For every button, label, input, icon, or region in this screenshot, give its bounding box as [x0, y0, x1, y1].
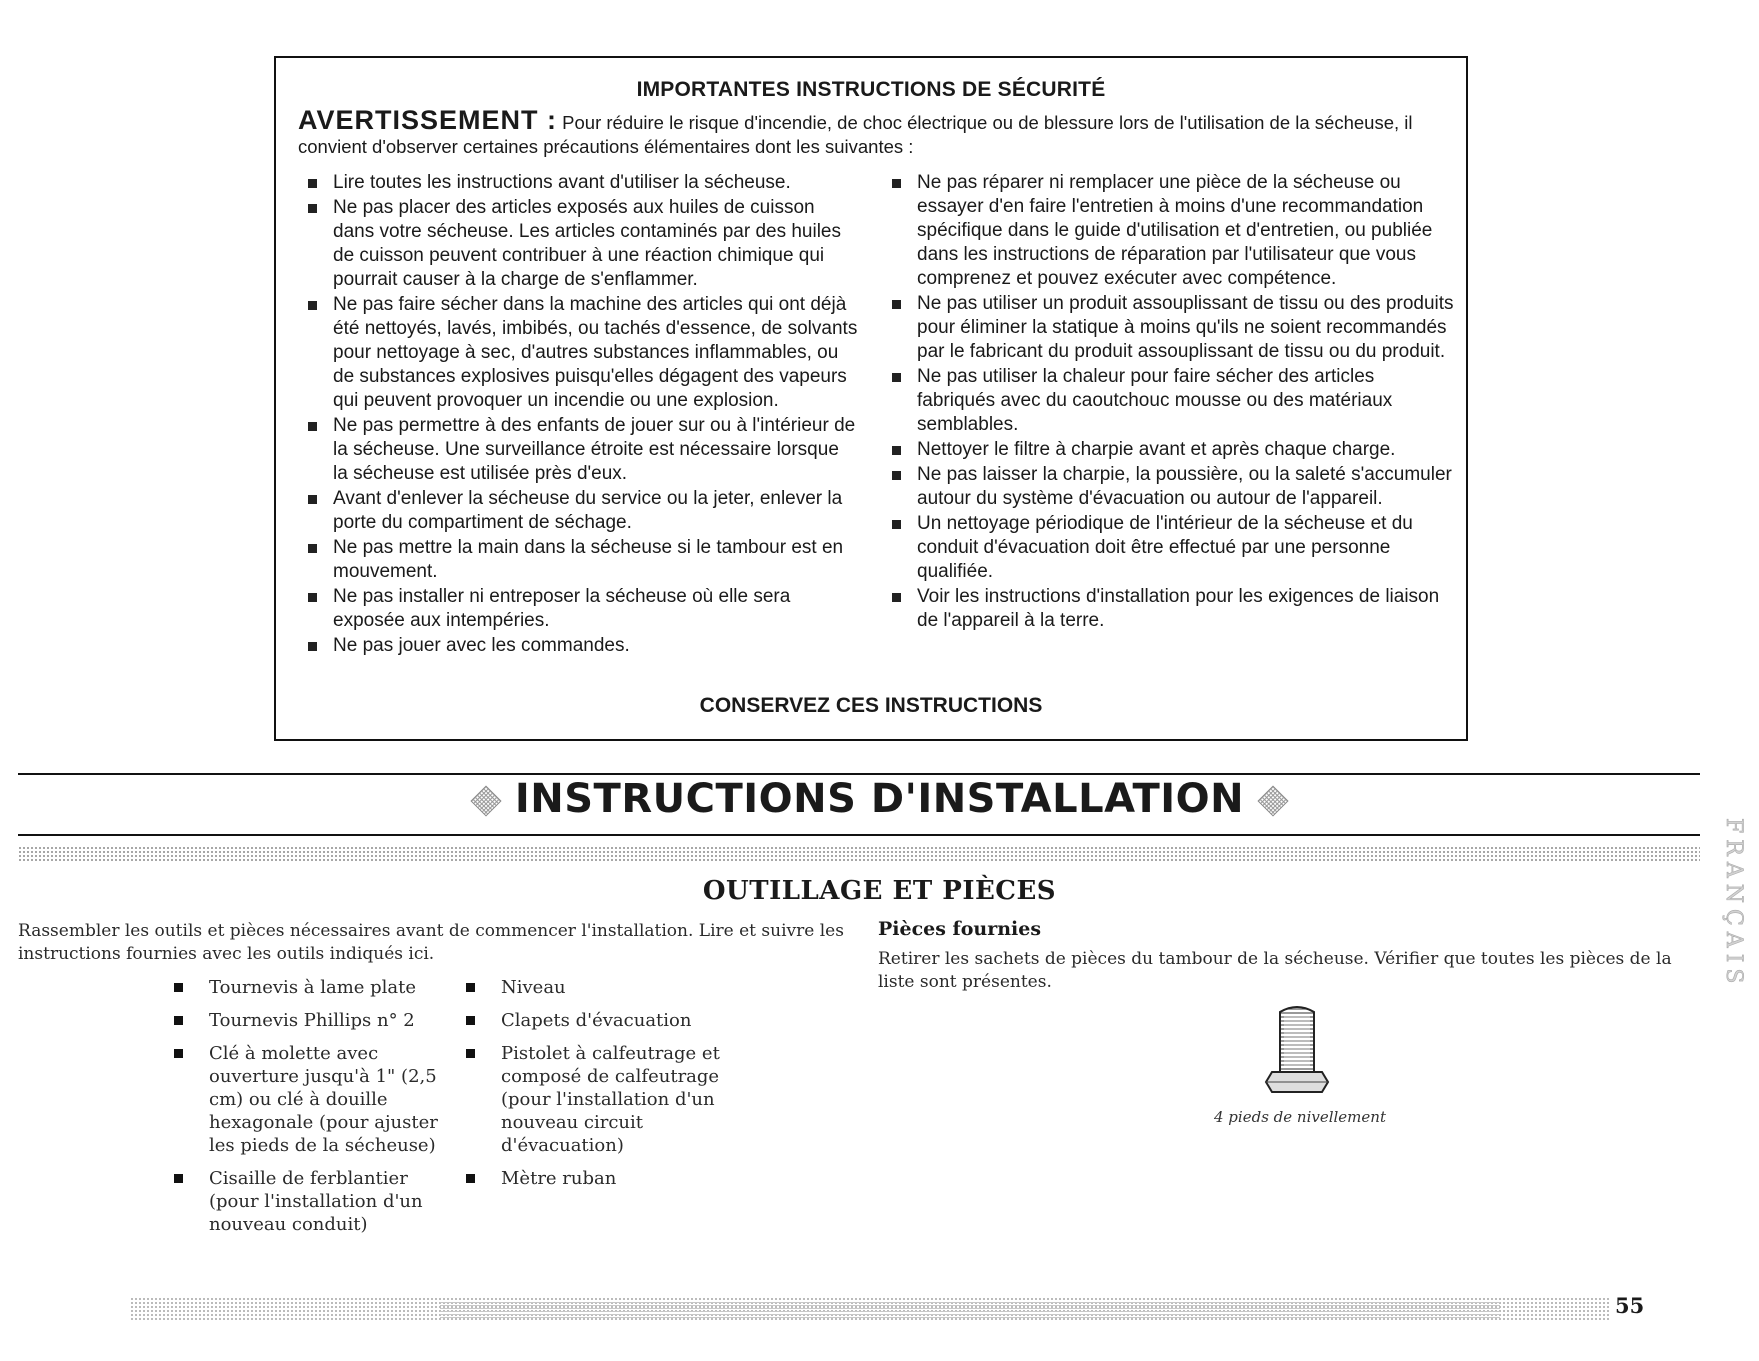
list-item: Lire toutes les instructions avant d'utiliser la sécheuse. [298, 171, 858, 195]
bullet-square-icon [466, 983, 475, 992]
bullet-square-icon [308, 179, 317, 188]
installation-title [0, 776, 1759, 822]
list-item: Ne pas réparer ni remplacer une pièce de la sécheuse ou essayer d'en faire l'entretien à moins d'une recommandation spécifique dans le guide d'utilisation et d'entretien, ou publiée dans les instructions de réparation par l'utilisateur que vous comprenez et pouvez exécuter avec compétence. [882, 171, 1454, 291]
list-item: Ne pas mettre la main dans la sécheuse si le tambour est en mouvement. [298, 536, 858, 584]
parts-caption: 4 pieds de nivellement [1214, 1108, 1386, 1126]
list-item: Ne pas installer ni entreposer la sécheuse où elle sera exposée aux intempéries. [298, 585, 858, 633]
divider-bottom [18, 834, 1700, 836]
list-item: Ne pas utiliser la chaleur pour faire sécher des articles fabriqués avec du caoutchouc mousse ou des matériaux semblables. [882, 365, 1454, 437]
list-item: Ne pas faire sécher dans la machine des articles qui ont déjà été nettoyés, lavés, imbibés, ou tachés d'essence, de solvants pour nettoyage à sec, d'autres substances inflammables, ou de substances explosives puisqu'elles dégagent des vapeurs qui peuvent provoquer un incendie ou une explosion. [298, 293, 858, 413]
diamond-icon [470, 785, 501, 816]
list-item: Tournevis Phillips n° 2 [174, 1009, 454, 1032]
parts-heading: Pièces fournies [878, 918, 1042, 940]
list-item: Ne pas laisser la charpie, la poussière, ou la saleté s'accumuler autour du système d'évacuation ou autour de l'appareil. [882, 463, 1454, 511]
bullet-square-icon [466, 1174, 475, 1183]
bullet-square-icon [308, 593, 317, 602]
bullet-square-icon [892, 300, 901, 309]
bullet-square-icon [174, 1016, 183, 1025]
list-item: Nettoyer le filtre à charpie avant et après chaque charge. [882, 438, 1454, 462]
list-item: Niveau [466, 976, 746, 999]
bullet-square-icon [466, 1016, 475, 1025]
tool-list-column-1 [174, 976, 454, 1246]
bullet-square-icon [308, 204, 317, 213]
safety-list-right [882, 171, 1454, 634]
safety-instructions-box [274, 56, 1468, 741]
bullet-square-icon [308, 642, 317, 651]
tools-intro: Rassembler les outils et pièces nécessaires avant de commencer l'installation. Lire et suivre les instructions fournies avec les outils indiqués ici. [18, 921, 844, 964]
bullet-square-icon [174, 983, 183, 992]
bullet-square-icon [892, 446, 901, 455]
bullet-square-icon [308, 495, 317, 504]
list-item: Voir les instructions d'installation pour les exigences de liaison de l'appareil à la terre. [882, 585, 1454, 633]
list-item: Clapets d'évacuation [466, 1009, 746, 1032]
page-number: 55 [1615, 1293, 1645, 1318]
list-item: Cisaille de ferblantier (pour l'installation d'un nouveau conduit) [174, 1167, 454, 1236]
bullet-square-icon [892, 471, 901, 480]
bullet-square-icon [892, 593, 901, 602]
diamond-icon [1258, 785, 1289, 816]
bullet-square-icon [466, 1049, 475, 1058]
leveling-foot-icon [1262, 1000, 1332, 1100]
safety-list-left [298, 171, 858, 659]
parts-text: Retirer les sachets de pièces du tambour de la sécheuse. Vérifier que toutes les pièces de la liste sont présentes. [878, 949, 1672, 992]
bullet-square-icon [892, 373, 901, 382]
safety-title: IMPORTANTES INSTRUCTIONS DE SÉCURITÉ [636, 78, 1106, 101]
list-item: Ne pas utiliser un produit assouplissant de tissu ou des produits pour éliminer la statique à moins qu'ils ne soient recommandés par le fabricant du produit assouplissant de tissu ou du produit. [882, 292, 1454, 364]
bullet-square-icon [892, 179, 901, 188]
warning-intro [298, 105, 1448, 159]
bullet-square-icon [892, 520, 901, 529]
safety-footer: CONSERVEZ CES INSTRUCTIONS [699, 694, 1043, 717]
list-item: Ne pas permettre à des enfants de jouer sur ou à l'intérieur de la sécheuse. Une surveillance étroite est nécessaire lorsque la sécheuse est utilisée près d'eux. [298, 414, 858, 486]
list-item: Pistolet à calfeutrage et composé de calfeutrage (pour l'installation d'un nouveau circuit d'évacuation) [466, 1042, 746, 1157]
language-side-tab: FRANÇAIS [1721, 818, 1746, 990]
footer-shaded-band [440, 1300, 1500, 1318]
divider-top [18, 773, 1700, 775]
list-item: Un nettoyage périodique de l'intérieur de la sécheuse et du conduit d'évacuation doit être effectué par une personne qualifiée. [882, 512, 1454, 584]
dotted-band [18, 846, 1700, 862]
tool-list-column-2 [466, 976, 746, 1200]
installation-title-text: INSTRUCTIONS D'INSTALLATION [514, 776, 1245, 822]
list-item: Ne pas jouer avec les commandes. [298, 634, 858, 658]
bullet-square-icon [174, 1049, 183, 1058]
list-item: Clé à molette avec ouverture jusqu'à 1" (2,5 cm) ou clé à douille hexagonale (pour ajuster les pieds de la sécheuse) [174, 1042, 454, 1157]
bullet-square-icon [308, 301, 317, 310]
warning-label: AVERTISSEMENT : [298, 105, 558, 135]
list-item: Avant d'enlever la sécheuse du service ou la jeter, enlever la porte du compartiment de séchage. [298, 487, 858, 535]
tools-title: OUTILLAGE ET PIÈCES [702, 876, 1057, 906]
bullet-square-icon [308, 544, 317, 553]
bullet-square-icon [308, 422, 317, 431]
list-item: Tournevis à lame plate [174, 976, 454, 999]
bullet-square-icon [174, 1174, 183, 1183]
warning-text: Pour réduire le risque d'incendie, de choc électrique ou de blessure lors de l'utilisation de la sécheuse, il convient d'observer certaines précautions élémentaires dont les suivantes : [298, 112, 1413, 157]
list-item: Ne pas placer des articles exposés aux huiles de cuisson dans votre sécheuse. Les articles contaminés par des huiles de cuisson peuvent contribuer à une réaction chimique qui pourrait causer à la charge de s'enflammer. [298, 196, 858, 292]
list-item: Mètre ruban [466, 1167, 746, 1190]
